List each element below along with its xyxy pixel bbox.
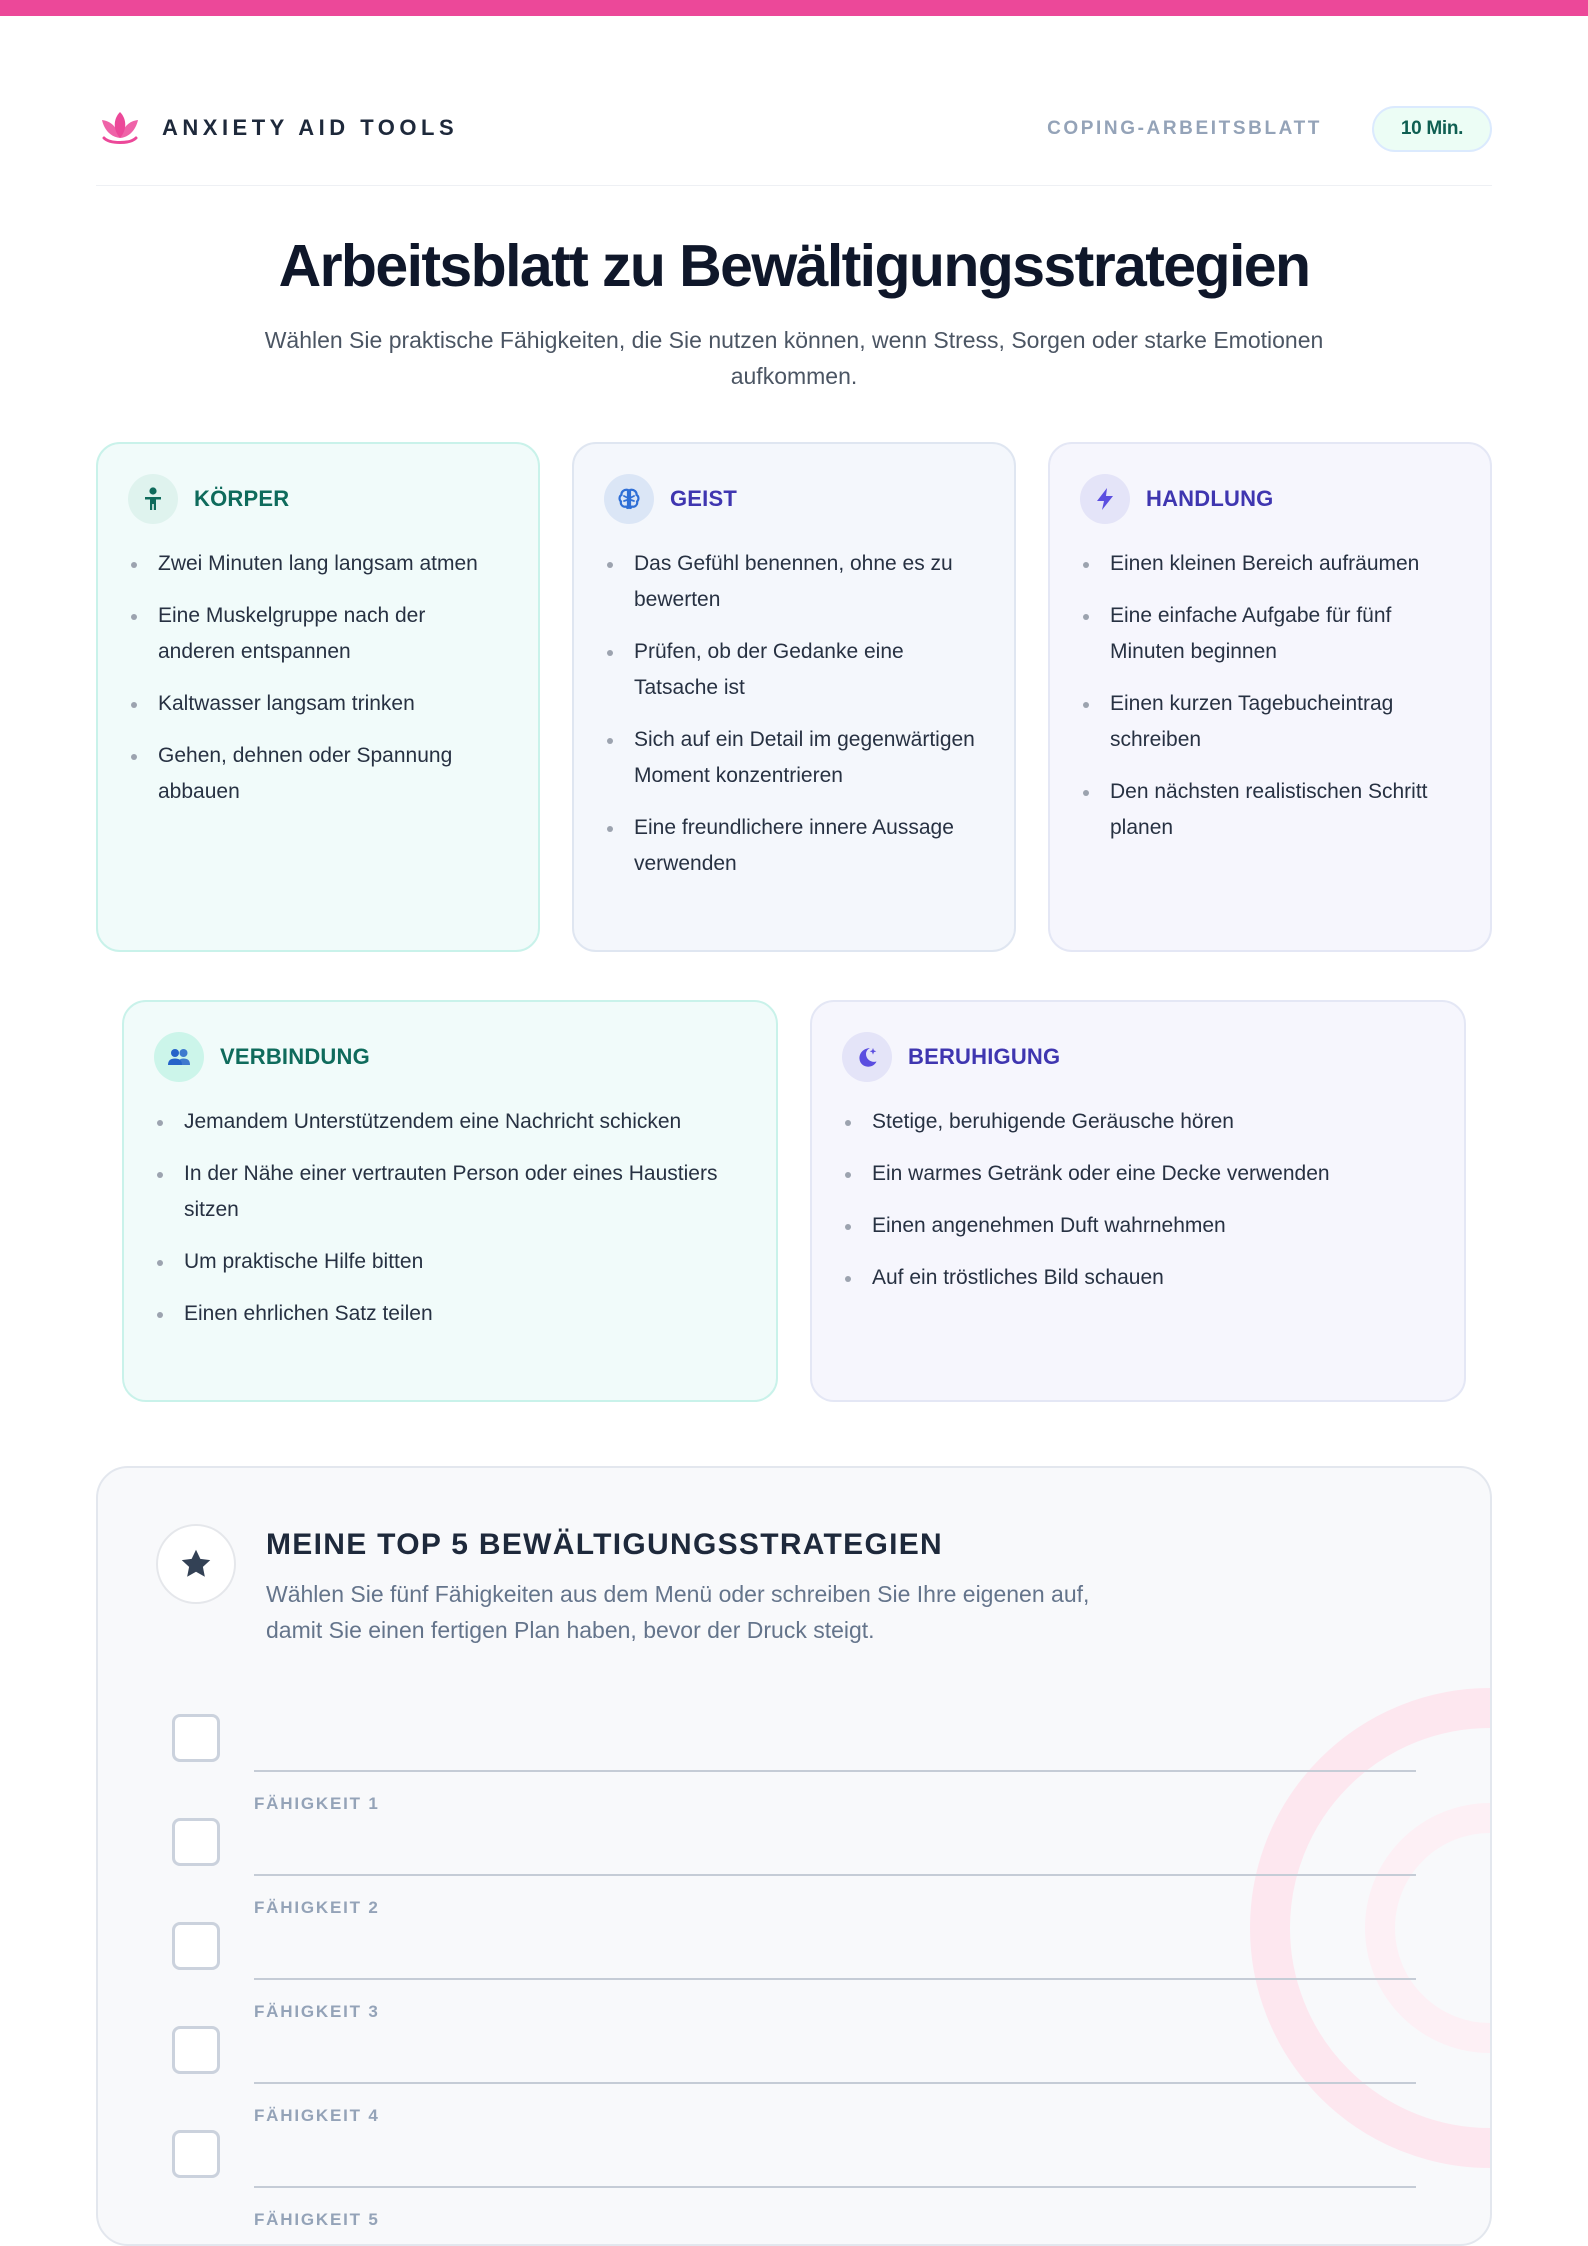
page-subtitle: Wählen Sie praktische Fähigkeiten, die Sie nutzen können, wenn Stress, Sorgen oder starke Emotionen aufkommen. [264,327,1324,389]
header [96,102,1492,186]
list-item: Eine einfache Aufgabe für fünf Minuten beginnen [1080,598,1460,670]
skill-list [604,546,984,882]
brand-name: ANXIETY AID TOOLS [162,115,459,140]
category-title: BERUHIGUNG [908,1044,1061,1069]
plan-description: Wählen Sie fünf Fähigkeiten aus dem Menü oder schreiben Sie Ihre eigenen auf, damit Sie einen fertigen Plan haben, bevor der Druck steigt. [266,1581,1090,1643]
skill-label: FÄHIGKEIT 5 [254,2210,380,2229]
skill-entry-2 [172,1818,1422,1922]
skill-checkbox[interactable] [172,1922,220,1970]
lotus-logo-icon [96,108,144,148]
skill-list [154,1104,746,1332]
skill-checkbox[interactable] [172,1714,220,1762]
skill-label: FÄHIGKEIT 3 [254,2002,380,2021]
person-icon [128,474,178,524]
category-title: HANDLUNG [1146,486,1274,511]
list-item: Prüfen, ob der Gedanke eine Tatsache ist [604,634,984,706]
list-item: Einen kleinen Bereich aufräumen [1080,546,1460,582]
skill-entry-4 [172,2026,1422,2130]
list-item: Kaltwasser langsam trinken [128,686,508,722]
list-item: Jemandem Unterstützendem eine Nachricht schicken [154,1104,746,1140]
page-title: Arbeitsblatt zu Bewältigungsstrategien [278,233,1310,299]
skill-list [842,1104,1434,1296]
list-item: Eine Muskelgruppe nach der anderen entspannen [128,598,508,670]
skill-label: FÄHIGKEIT 1 [254,1794,380,1813]
skill-checkbox[interactable] [172,2130,220,2178]
category-title: GEIST [670,486,738,511]
list-item: Um praktische Hilfe bitten [154,1244,746,1280]
skill-write-line[interactable] [254,1978,1416,1980]
skill-write-line[interactable] [254,2186,1416,2188]
list-item: Gehen, dehnen oder Spannung abbauen [128,738,508,810]
skill-entry-5 [172,2130,1422,2234]
plan-title: MEINE TOP 5 BEWÄLTIGUNGSSTRATEGIEN [266,1528,944,1561]
list-item: Zwei Minuten lang langsam atmen [128,546,508,582]
skill-label: FÄHIGKEIT 2 [254,1898,380,1917]
skill-checkbox[interactable] [172,1818,220,1866]
list-item: Einen angenehmen Duft wahrnehmen [842,1208,1434,1244]
category-title: VERBINDUNG [220,1044,370,1069]
list-item: Das Gefühl benennen, ohne es zu bewerten [604,546,984,618]
list-item: In der Nähe einer vertrauten Person oder eines Haustiers sitzen [154,1156,746,1228]
skill-write-line[interactable] [254,1874,1416,1876]
skill-list [128,546,508,810]
list-item: Den nächsten realistischen Schritt planen [1080,774,1460,846]
category-card-handlung [1048,442,1492,952]
category-card-beruhigung [810,1000,1466,1402]
skill-checkbox[interactable] [172,2026,220,2074]
skill-write-line[interactable] [254,1770,1416,1772]
list-item: Einen kurzen Tagebucheintrag schreiben [1080,686,1460,758]
duration-badge: 10 Min. [1372,106,1492,152]
lightning-icon [1080,474,1130,524]
skill-list [1080,546,1460,846]
list-item: Einen ehrlichen Satz teilen [154,1296,746,1332]
category-title: KÖRPER [194,486,290,511]
worksheet-type-label: COPING-ARBEITSBLATT [1047,118,1322,139]
list-item: Auf ein tröstliches Bild schauen [842,1260,1434,1296]
category-card-geist [572,442,1016,952]
category-card-verbindung [122,1000,778,1402]
list-item: Stetige, beruhigende Geräusche hören [842,1104,1434,1140]
moon-icon [842,1032,892,1082]
list-item: Sich auf ein Detail im gegenwärtigen Moment konzentrieren [604,722,984,794]
skill-entry-1 [172,1714,1422,1818]
people-icon [154,1032,204,1082]
skill-label: FÄHIGKEIT 4 [254,2106,380,2125]
list-item: Eine freundlichere innere Aussage verwenden [604,810,984,882]
skill-entry-3 [172,1922,1422,2026]
category-card-koerper [96,442,540,952]
brand [96,108,458,148]
top5-plan-section [96,1466,1492,2246]
star-icon [156,1524,236,1604]
top-accent-bar [0,0,1588,16]
list-item: Ein warmes Getränk oder eine Decke verwenden [842,1156,1434,1192]
brain-icon [604,474,654,524]
skill-write-line[interactable] [254,2082,1416,2084]
